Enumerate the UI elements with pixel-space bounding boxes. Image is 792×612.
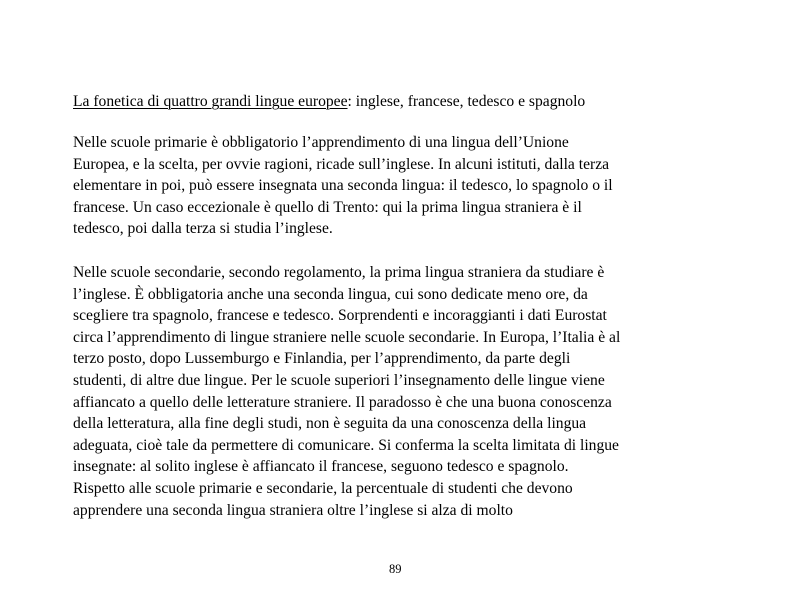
text-line: apprendere una seconda lingua straniera oltre l’inglese si alza di molto	[73, 501, 513, 519]
paragraph-secondary-schools	[73, 262, 713, 521]
text-line: Nelle scuole primarie è obbligatorio l’apprendimento di una lingua dell’Unione	[73, 134, 569, 151]
text-line: Rispetto alle scuole primarie e secondarie, la percentuale di studenti che devono	[73, 479, 573, 497]
text-line: scegliere tra spagnolo, francese e tedesco. Sorprendenti e incoraggianti i dati Eurostat	[73, 307, 607, 325]
page-heading	[73, 91, 733, 112]
text-line: insegnate: al solito inglese è affiancato il francese, seguono tedesco e spagnolo.	[73, 458, 569, 476]
text-line: elementare in poi, può essere insegnata una seconda lingua: il tedesco, lo spagnolo o il	[73, 177, 613, 195]
heading-subtitle: : inglese, francese, tedesco e spagnolo	[347, 93, 586, 110]
text-line: Europea, e la scelta, per ovvie ragioni, ricade sull’inglese. In alcuni istituti, dalla terza	[73, 155, 610, 173]
heading-title: La fonetica di quattro grandi lingue europee	[73, 93, 348, 110]
text-line: terzo posto, dopo Lussemburgo e Finlandia, per l’apprendimento, da parte degli	[73, 350, 571, 368]
text-line: adeguata, cioè tale da permettere di comunicare. Si conferma la scelta limitata di lingue	[73, 436, 619, 454]
page-number: 89	[389, 562, 402, 576]
paragraph-primary-schools	[73, 132, 713, 240]
text-line: l’inglese. È obbligatoria anche una seconda lingua, cui sono dedicate meno ore, da	[73, 285, 588, 303]
text-line: tedesco, poi dalla terza si studia l’inglese.	[73, 220, 333, 238]
text-line: Nelle scuole secondarie, secondo regolamento, la prima lingua straniera da studiare è	[73, 264, 605, 281]
text-line: circa l’apprendimento di lingue straniere nelle scuole secondarie. In Europa, l’Italia è al	[73, 328, 621, 346]
text-line: studenti, di altre due lingue. Per le scuole superiori l’insegnamento delle lingue viene	[73, 371, 605, 389]
text-line: della letteratura, alla fine degli studi, non è seguita da una conoscenza della lingua	[73, 415, 587, 433]
text-line: affiancato a quello delle letterature straniere. Il paradosso è che una buona conoscenza	[73, 393, 612, 411]
text-line: francese. Un caso eccezionale è quello di Trento: qui la prima lingua straniera è il	[73, 198, 582, 216]
